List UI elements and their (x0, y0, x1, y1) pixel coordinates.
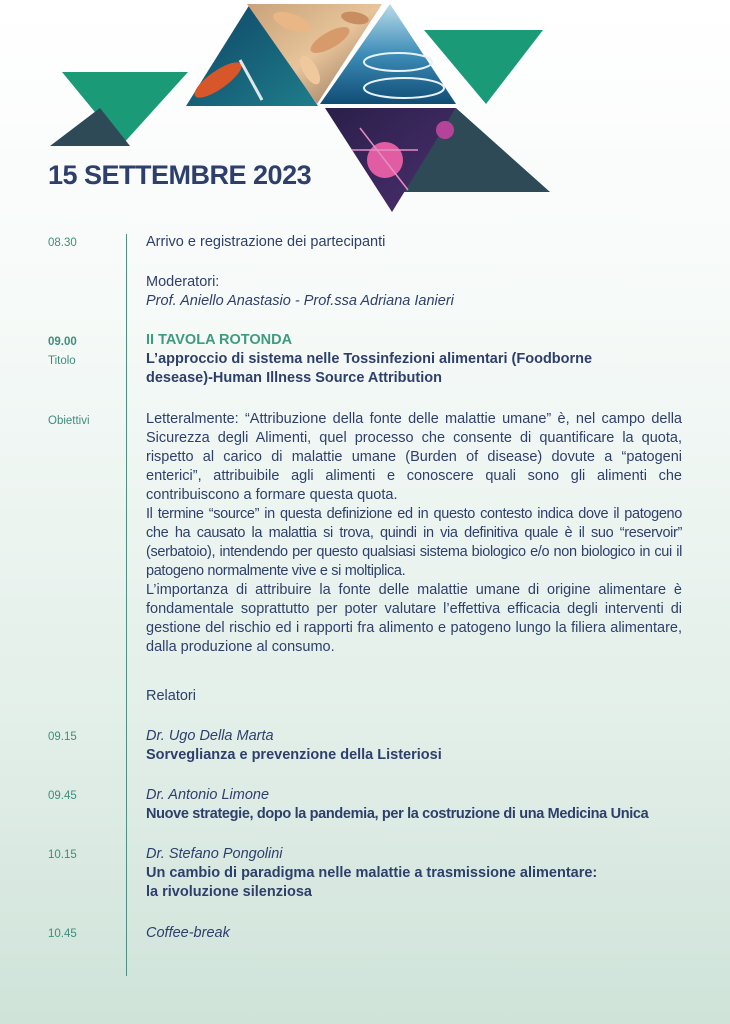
talk-title-line1: Un cambio di paradigma nelle malattie a trasmissione alimentare: (146, 865, 598, 881)
round-table-block (146, 331, 682, 388)
objectives-paragraph: Il termine “source” in questa definizione ed in questo contesto indica dove il patogeno che ha causato la malattia si trova, quindi in via definitiva quale è il suo “reservoir” (serbatoio), intendendo per questo qualsiasi sistema biologico e/o non biologico in cui il patogeno normalmente vive e si moltiplica. (146, 506, 682, 579)
time-label: 09.45 (48, 790, 77, 802)
arrival-text: Arrivo e registrazione dei partecipanti (146, 234, 386, 250)
time-label: 08.30 (48, 237, 77, 249)
page-title-date: 15 SETTEMBRE 2023 (48, 160, 312, 190)
speakers-heading: Relatori (146, 688, 196, 704)
moderators-heading: Moderatori: (146, 274, 220, 290)
talk-speaker: Dr. Antonio Limone (146, 787, 270, 803)
time-label: 09.00 (48, 336, 77, 348)
coffee-break-text: Coffee-break (146, 925, 230, 941)
objectives-paragraph: Letteralmente: “Attribuzione della fonte delle malattie umane” è, nel campo della Sicurezza degli Alimenti, quel processo che consente di quantificare la quota, rispetto al carico di malattie umane (Burden of disease) dovute a “patogeni enterici”, attribuibile agli alimenti e conoscere quali sono gli alimenti che contribuiscono a formare questa quota. (146, 411, 682, 503)
talk-title: Nuove strategie, dopo la pandemia, per la costruzione di una Medicina Unica (146, 806, 649, 822)
talk-speaker: Dr. Stefano Pongolini (146, 846, 283, 862)
moderators-names: Prof. Aniello Anastasio - Prof.ssa Adriana Ianieri (146, 293, 454, 309)
round-table-title-line2: desease)-Human Illness Source Attribution (146, 370, 442, 386)
talk-item (146, 845, 682, 902)
talk-title-line2: la rivoluzione silenziosa (146, 884, 312, 900)
objectives-text (146, 410, 682, 657)
timeline-divider (126, 234, 127, 976)
objectives-paragraph: L’importanza di attribuire la fonte delle malattie umane di origine alimentare è fondamentale soprattutto per poter valutare l’effettiva efficacia degli interventi di gestione del rischio ed i rapporti fra alimento e patogeno lungo la filiera alimentare, dalla produzione al consumo. (146, 582, 682, 655)
talk-item (146, 786, 682, 824)
title-label: Titolo (48, 355, 76, 367)
objectives-label: Obiettivi (48, 415, 90, 427)
time-label: 10.45 (48, 928, 77, 940)
talk-speaker: Dr. Ugo Della Marta (146, 728, 274, 744)
time-label: 09.15 (48, 731, 77, 743)
pink-virus-image (436, 121, 454, 139)
moderators-block (146, 273, 682, 311)
time-label: 10.15 (48, 849, 77, 861)
talk-item (146, 727, 682, 765)
round-table-heading: II TAVOLA ROTONDA (146, 332, 293, 348)
talk-title: Sorveglianza e prevenzione della Listeriosi (146, 747, 442, 763)
round-table-title-line1: L’approccio di sistema nelle Tossinfezioni alimentari (Foodborne (146, 351, 593, 367)
